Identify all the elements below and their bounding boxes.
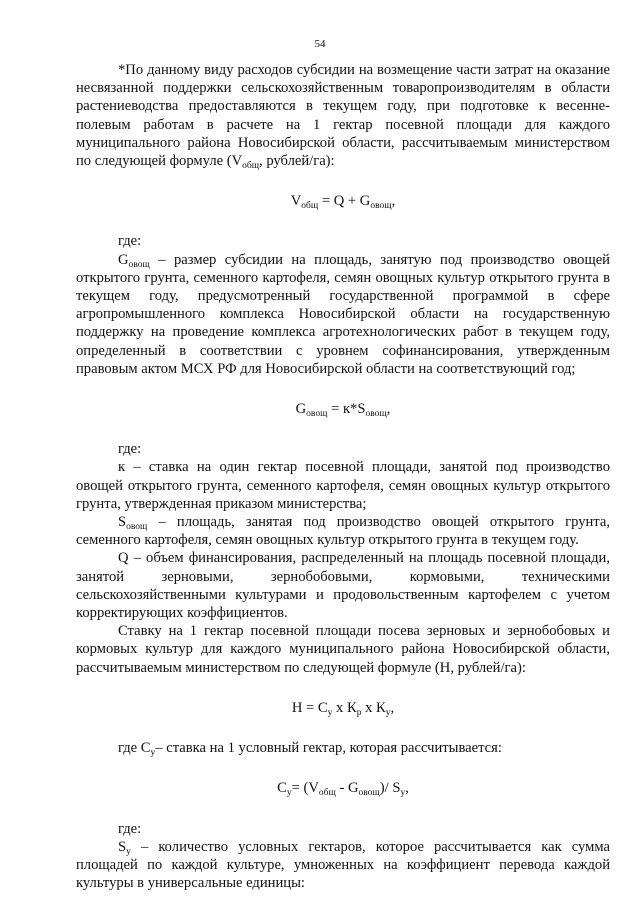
document-body xyxy=(76,61,610,892)
subscript: общ xyxy=(242,161,260,172)
intro-text: *По данному виду расходов субсидии на возмещение части затрат на оказание несвязанной поддержки сельскохозяйственным товаропроизводителям в области растениеводства предоставляются в текущем году, при подготовке к весенне-полевым работам в расчете на 1 гектар посевной площади для каждого муниципального района Новосибирской области, рассчитываемым министерством по следующей формуле (V xyxy=(76,62,610,170)
formula-v-total: $V_{общ} = Q + G_{овощ}$, xyxy=(290,193,396,212)
where-label: где: xyxy=(118,820,142,837)
where-label: где: xyxy=(118,441,142,458)
formula-g-veg: $G_{овощ} = к*S_{овощ}$, xyxy=(295,401,391,420)
formula-c: $С_у= (V_{общ} - G_{овощ})/$ $S_у$, xyxy=(277,780,409,799)
definition-sy: $S_у$ – количество условных гектаров, которое рассчитывается как сумма площадей по каждой культуре, умноженных на коэффициент перевода каждой культуры в универсальные единицы: xyxy=(76,838,610,892)
definition-s: $S_{овощ}$ – площадь, занятая под производство овощей открытого грунта, семенного картофеля, семян овощных культур открытого грунта в текущем году. xyxy=(76,514,610,549)
definition-c: где $С_у-$ ставка на 1 условный гектар, которая рассчитывается: xyxy=(118,740,502,759)
definition-k: к – ставка на один гектар посевной площади, занятой под производство овощей открытого грунта, семенного картофеля, семян овощных культур открытого грунта, утвержденная приказом министерства; xyxy=(76,459,610,512)
definition-g: $G_{овощ}$ – размер субсидии на площадь, занятую под производство овощей открытого грунта, семенного картофеля, семян овощных культур открытого грунта в текущем году, предусмотренный государственной программой в сфере агропромышленного комплекса Новосибирской области на государственную поддержку на проведение комплекса агротехнологических работ в текущем году, определенный в соответствии с уровнем софинансирования, утвержденным правовым актом МСХ РФ для Новосибирской области на соответствующий год; xyxy=(76,251,610,377)
definition-q: Q – объем финансирования, распределенный на площадь посевной площади, занятой зерновыми, зернобобовыми, кормовыми, техническими сельскохозяйственными культурами и продовольственным картофелем с учетом корректирующих коэффициентов. xyxy=(76,550,610,622)
page-number: 54 xyxy=(314,38,326,50)
where-label: где: xyxy=(118,233,142,250)
rate-paragraph: Ставку на 1 гектар посевной площади посева зерновых и зернобобовых и кормовых культур для каждого муниципального района Новосибирской области, рассчитываемым министерством по следующей формуле (Н, рублей/га): xyxy=(76,623,610,676)
intro-tail: , рублей/га): xyxy=(259,153,335,170)
formula-h: $Н = С_у$ х $К_р$ х $К_у$, xyxy=(291,699,395,718)
intro-paragraph xyxy=(76,61,610,170)
